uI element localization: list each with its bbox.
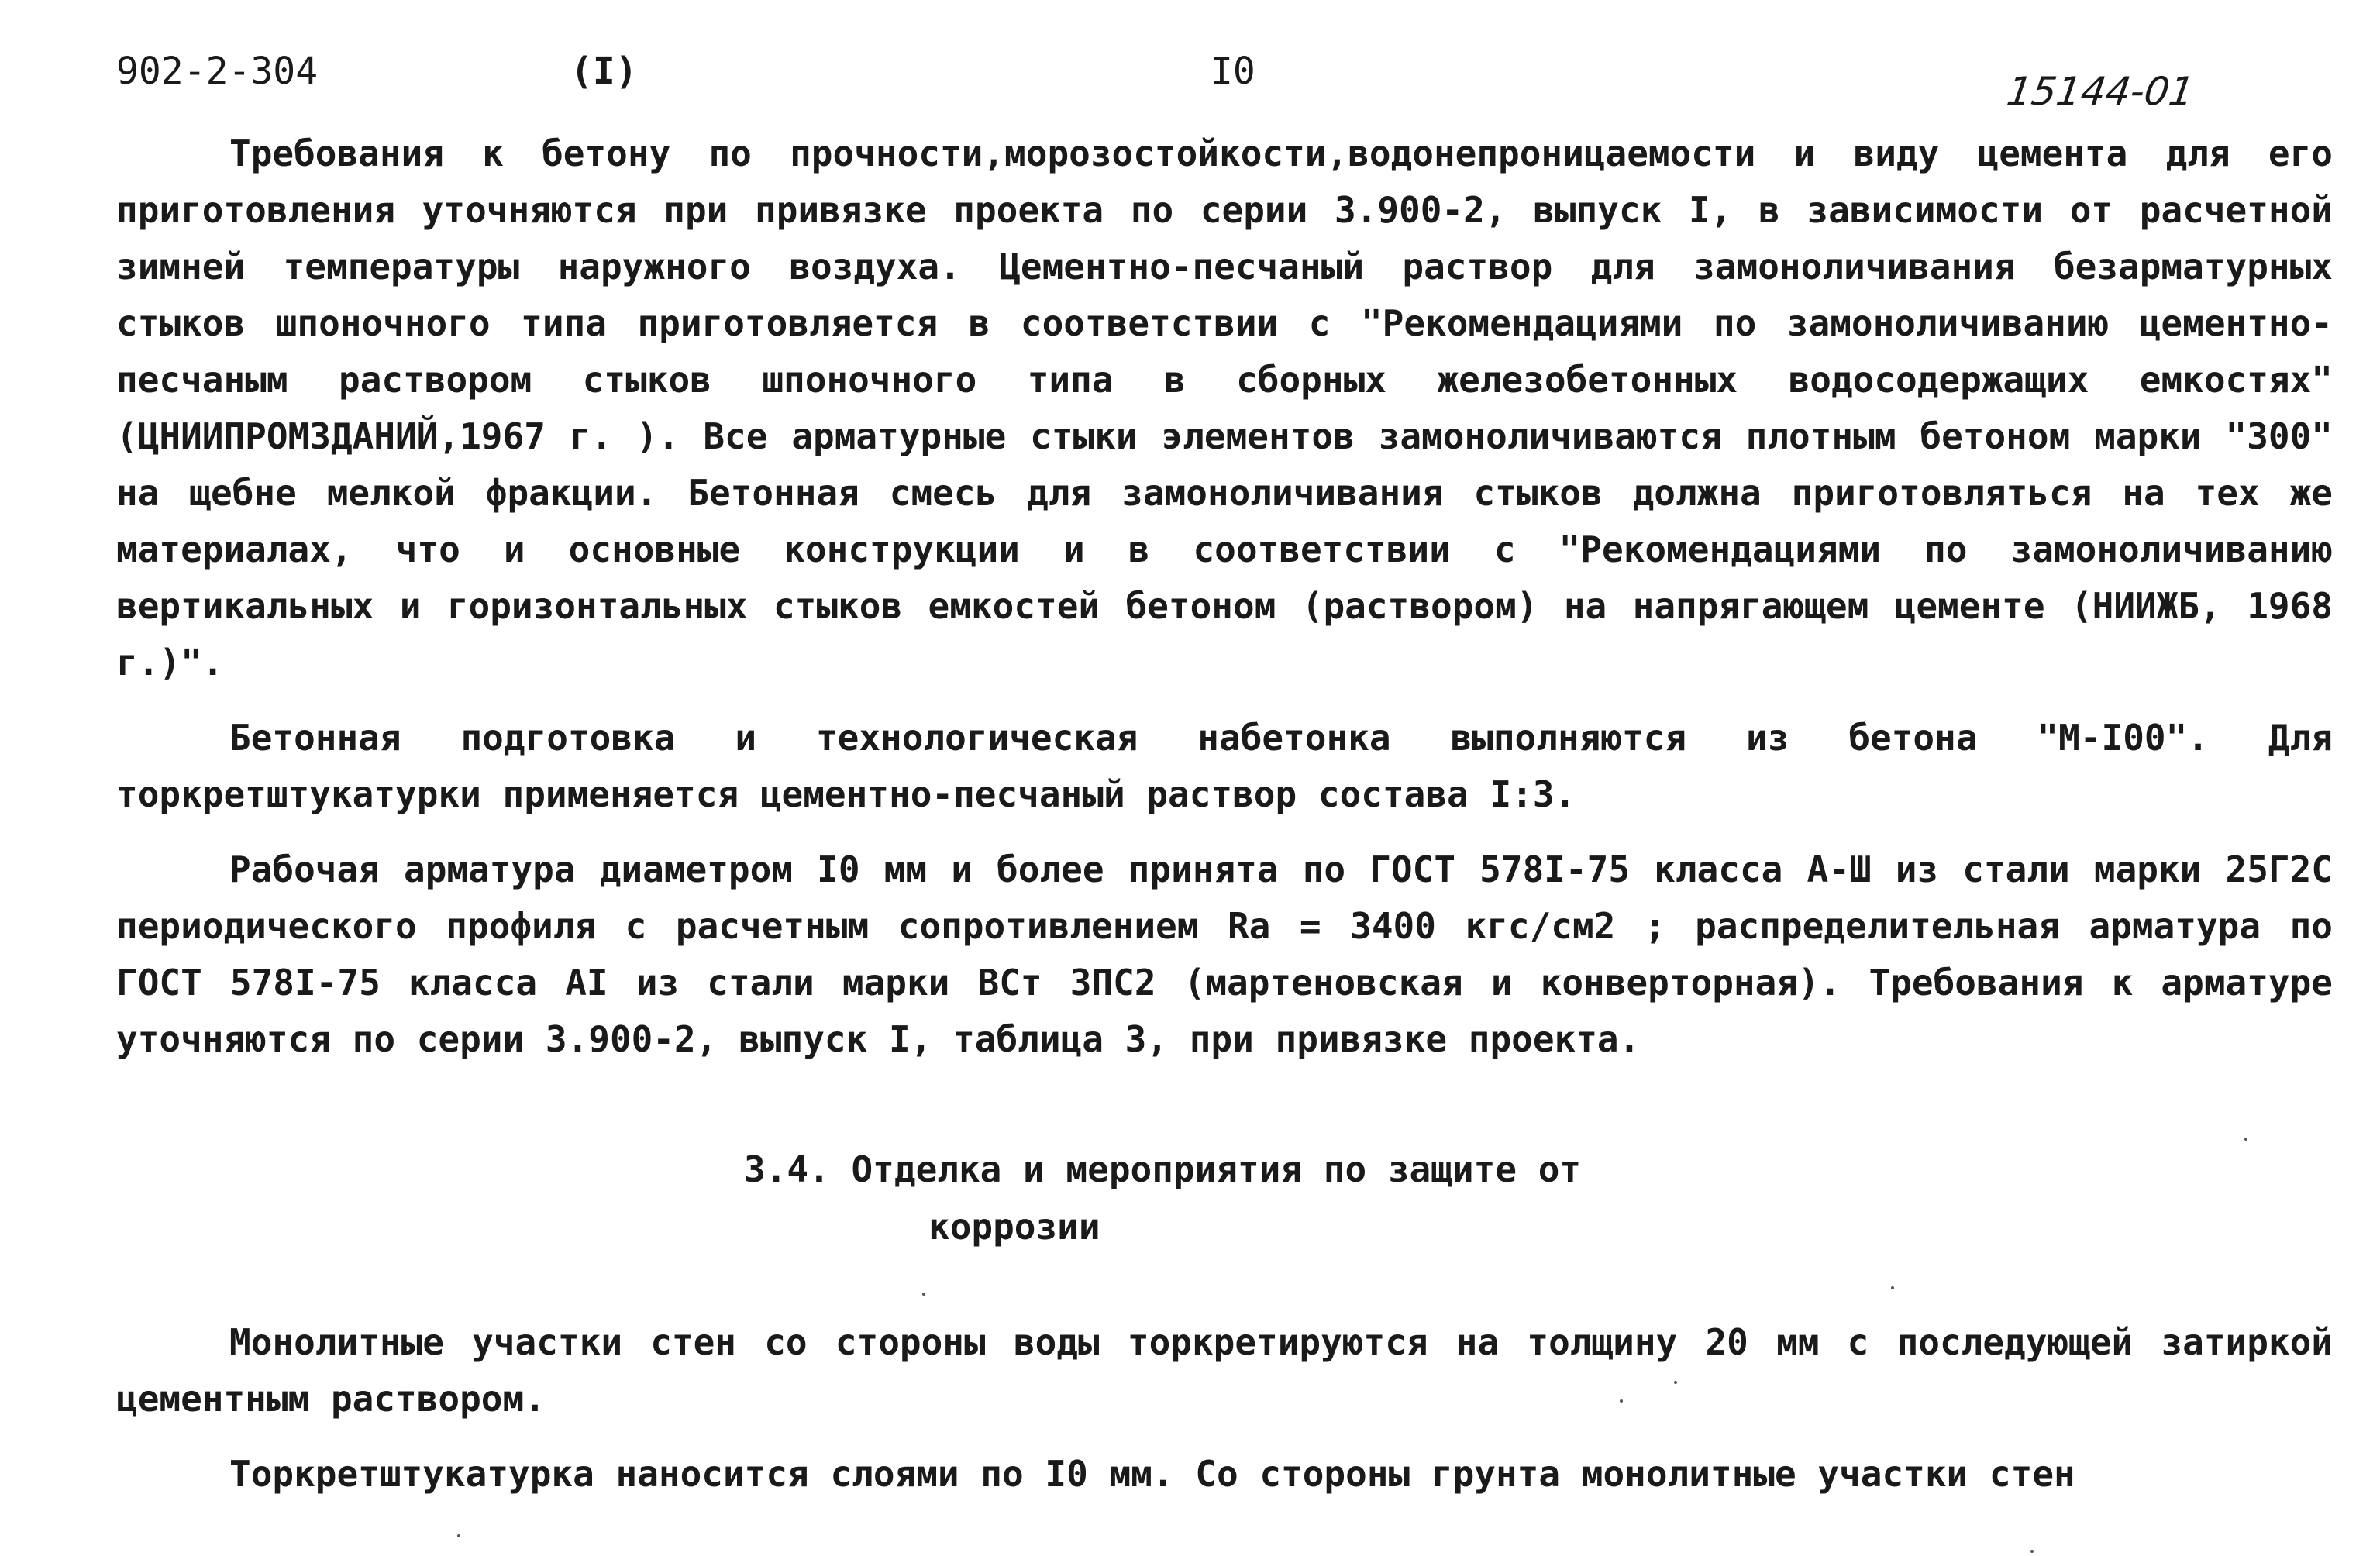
scan-speck (922, 1293, 925, 1296)
archive-number-handwritten: 15144-01 (2003, 69, 2197, 114)
scan-speck (1891, 1286, 1894, 1289)
section-title-line1: Отделка и мероприятия по защите от (851, 1148, 1582, 1190)
section-number: 3.4. (744, 1148, 830, 1190)
part-number: (I) (570, 50, 638, 93)
page-number: I0 (1211, 50, 1255, 93)
paragraph-shotcrete: Торкретштукатурка наносится слоями по I0 мм. Со стороны грунта монолитные участки стен (229, 1453, 2075, 1495)
scan-speck (1674, 1381, 1677, 1384)
scan-speck (2244, 1138, 2247, 1141)
document-code: 902-2-304 (116, 50, 319, 93)
paragraph-reinforcement: Рабочая арматура диаметром I0 мм и более принята по ГОСТ 578I-75 класса А-Ш из стали марки 25Г2С периодического профиля с расчетным сопротивлением Ra = 3400 кгс/см2 ; распределительная арматура по ГОСТ 578I-75 класса АI из стали марки ВСт 3ПС2 (мартеновская и конверторная). Требования к арматуре уточняются по серии 3.900-2, выпуск I, таблица 3, при привязке проекта. (116, 849, 2333, 1060)
paragraph-concrete-preparation: Бетонная подготовка и технологическая набетонка выполняются из бетона "М-I00". Для торкретштукатурки применяется цементно-песчаный раствор состава I:3. (116, 717, 2333, 815)
scan-speck (1620, 1399, 1623, 1403)
section-title-line2: коррозии (928, 1206, 1100, 1248)
scan-speck (2030, 1550, 2034, 1553)
scan-speck (457, 1534, 460, 1537)
paragraph-monolithic-walls: Монолитные участки стен со стороны воды торкретируются на толщину 20 мм с последующей затиркой цементным раствором. (116, 1321, 2333, 1420)
section-heading (744, 1141, 1751, 1255)
paragraph-concrete-requirements: Требования к бетону по прочности,морозостойкости,водонепроницаемости и виду цемента для его приготовления уточняются при привязке проекта по серии 3.900-2, выпуск I, в зависимости от расчетной зимней температуры наружного воздуха. Цементно-песчаный раствор для замоноличивания безарматурных стыков шпоночного типа приготовляется в соответствии с "Рекомендациями по замоноличиванию цементно-песчаным раствором стыков шпоночного типа в сборных железобетонных водосодержащих емкостях" (ЦНИИПРОМЗДАНИЙ,1967 г. ). Все арматурные стыки элементов замоноличиваются плотным бетоном марки "300" на щебне мелкой фракции. Бетонная смесь для замоноличивания стыков должна приготовляться на тех же материалах, что и основные конструкции и в соответствии с "Рекомендациями по замоноличиванию вертикальных и горизонтальных стыков емкостей бетоном (раствором) на напрягающем цементе (НИИЖБ, 1968 г.)". (116, 133, 2333, 683)
